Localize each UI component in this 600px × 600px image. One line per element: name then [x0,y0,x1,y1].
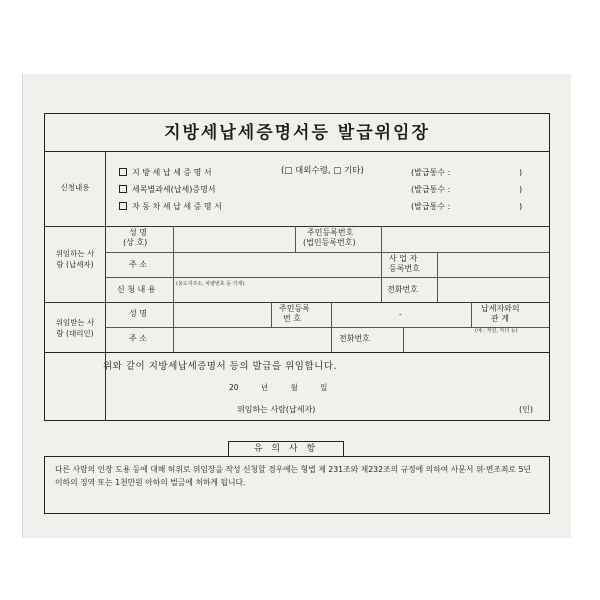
delegator-reg-sub: (법인등록번호) [303,238,356,247]
item-vehicle-tax-certificate[interactable]: 자 동 차 세 납 세 증 명 서 [119,202,222,212]
delegate-name-field[interactable] [174,302,270,327]
seal-mark[interactable]: (인) [519,405,533,414]
delegate-relation-sub: 관 계 [491,314,509,323]
delegator-name-sub: (상 호) [123,238,148,247]
delegate-phone-field[interactable] [404,327,470,352]
checkbox[interactable] [119,168,127,176]
form-title: 지방세납세증명서등 발급위임장 [45,114,549,152]
delegate-relation-label: 납세자와의 [481,304,520,313]
delegator-address-label: 주 소 [129,260,147,269]
section-delegator: 위임하는 사 람 (납세자) [55,249,95,269]
column-divider [295,226,296,252]
delegator-request-hint: (용도지주소, 차량번호 등 기재) [176,281,245,287]
column-divider [471,302,472,327]
delegator-phone-field[interactable] [438,277,549,302]
section-application: 신청내용 [60,183,90,192]
notice-box [44,456,550,514]
item-local-tax-certificate[interactable]: 지 방 세 납 세 증 명 서 [119,168,212,178]
checkbox[interactable] [119,202,127,210]
delegate-reg-label: 주민등록 [279,304,310,313]
declaration-statement: 위와 같이 지방세납세증명서 등의 발급을 위임합니다. [103,361,338,372]
column-divider [105,151,106,420]
delegate-relation-hint: (예 : 직원, 자녀 등) [475,328,518,334]
delegate-address-field[interactable] [174,327,330,352]
delegate-name-label: 성 명 [129,309,147,318]
delegator-reg-label: 주민등록번호 [307,228,354,237]
delegate-address-label: 주 소 [129,334,147,343]
delegate-phone-label: 전화번호 [339,334,370,343]
copies-label: (발급통수 : [411,202,451,211]
delegate-reg-dash: - [399,310,402,319]
delegate-relation-field[interactable] [472,327,549,352]
copies-end: ) [519,202,523,211]
delegator-name-label: 성 명 [129,228,147,237]
section-delegate: 위임받는 사 람 (대리인) [55,318,95,338]
copies-label: (발급통수 : [411,168,451,177]
delegator-name-field[interactable] [173,226,295,252]
delegator-request-field[interactable] [174,277,380,302]
delegator-phone-label: 전화번호 [387,285,418,294]
column-divider [271,302,272,327]
declaration-date[interactable]: 20 년 월 일 [229,383,328,392]
delegator-request-label: 신 청 내 용 [117,285,156,294]
delegator-biz-label: 사 업 자 [389,254,418,263]
divider [45,352,549,353]
item-tax-item-certificate[interactable]: 세목별과세(납세)증명서 [119,185,216,195]
delegator-reg-field[interactable] [382,226,549,252]
declaration-signer: 위임하는 사람(납세자) [237,405,316,414]
delegate-reg-sub: 번 호 [283,314,301,323]
copies-end: ) [519,168,523,177]
copies-label: (발급통수 : [411,185,451,194]
copies-end: ) [519,185,523,194]
delegation-form [44,113,550,421]
notice-text: 다른 사람의 인장 도용 등에 대해 허위로 위임장을 작성 신청할 경우에는 형법 제 231조와 제232조의 규정에 의하여 사문서 위·변조죄로 5년 이하의 징역 또는 1천만원 아하의 벌금에 처하게 됩니다. [55,465,531,487]
delegator-biz-sub: 등록번호 [389,264,420,273]
column-divider [381,252,382,302]
checkbox[interactable] [119,185,127,193]
divider [45,302,549,303]
notice-title: 유 의 사 항 [228,441,344,457]
column-divider [331,327,332,352]
receipt-options[interactable]: (□ 대외수령, □ 기타) [281,166,364,176]
delegator-biz-field[interactable] [438,252,549,277]
delegator-address-field[interactable] [174,252,380,277]
